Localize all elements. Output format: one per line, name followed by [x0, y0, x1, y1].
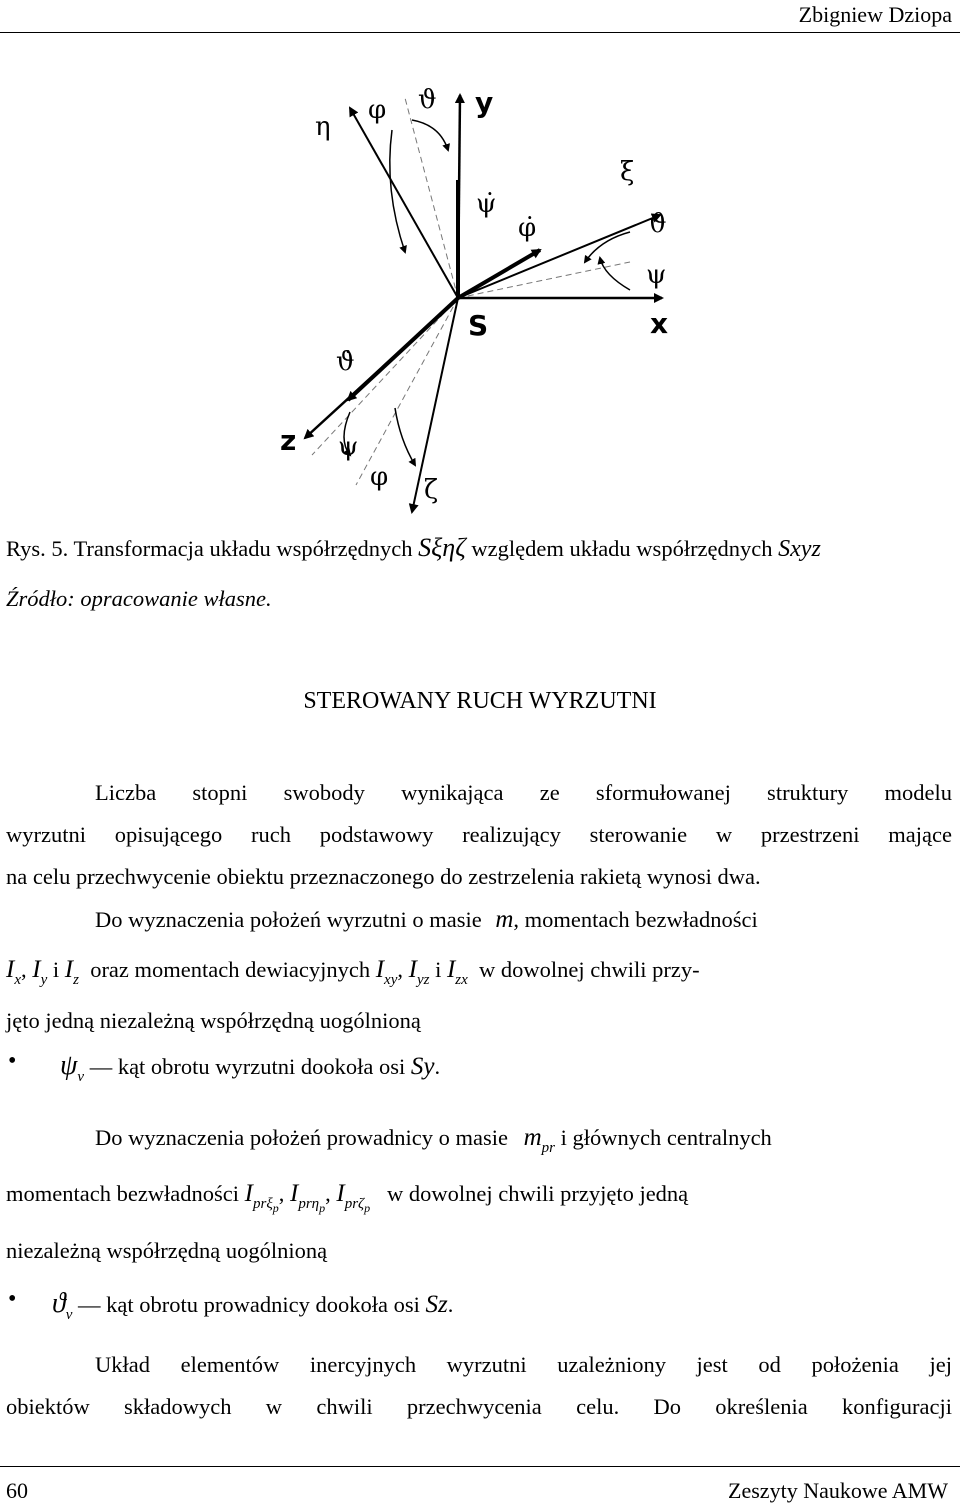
theta-dot-vector: [348, 298, 458, 400]
theta-v-sub: v: [65, 1307, 73, 1323]
figure-caption: [6, 533, 821, 563]
Ixi-sub-p: p: [272, 1201, 279, 1215]
para3-l1-a: Do wyznaczenia położeń prowadnicy o masie: [95, 1125, 514, 1150]
Ix-symbol: I: [6, 956, 15, 983]
para2-l1-a: Do wyznaczenia położeń wyrzutni o masie: [95, 907, 488, 932]
Ieta-symbol: I: [290, 1180, 299, 1207]
para3-line1: [95, 1124, 772, 1156]
Ieta-sub-main: prη: [298, 1196, 320, 1212]
section-title: STEROWANY RUCH WYRZUTNI: [303, 688, 657, 714]
xi-axis: [458, 215, 660, 298]
Izeta-symbol: I: [336, 1180, 345, 1207]
phi-dot-vector: [458, 250, 540, 298]
bullet2-axis: Sz: [425, 1291, 448, 1318]
para2-l2-end: w dowolnej chwili przy-: [479, 957, 700, 982]
Ixy-sub: xy: [384, 972, 398, 988]
Izeta-sub-p: p: [364, 1201, 371, 1215]
label-psi-dot: ψ̇: [476, 189, 497, 219]
para3-mass-sub: pr: [541, 1140, 555, 1156]
para2-line2: $I_x$, $I_y$ i $I_z$ oraz momentach dewiacyjnych $I_{xy}$, $I_{yz}$ i $I_{zx}$ w dowolnej chwili przy-: [6, 956, 700, 988]
bullet-psi-v: [60, 1050, 441, 1085]
dashed-axis-lower: [356, 298, 458, 485]
psi-v-symbol: ψ: [60, 1050, 78, 1081]
Iz-symbol: I: [64, 956, 74, 983]
label-psi-right: ψ: [646, 260, 667, 290]
para1-line1: Liczba stopni swobody wynikająca ze sformułowanej struktury modelu: [95, 780, 952, 805]
arc-lower-phi: [395, 408, 415, 465]
label-phi-top: φ: [368, 95, 387, 125]
bullet1-end: .: [434, 1054, 441, 1079]
label-phi-bottom: φ: [370, 462, 389, 492]
bullet-dot-1: •: [8, 1048, 17, 1074]
figure-source: Źródło: opracowanie własne.: [6, 586, 272, 611]
para3-l2-a: momentach bezwładności: [6, 1181, 245, 1206]
coordinate-transformation-figure: [270, 80, 690, 520]
arc-upper-theta: [412, 120, 448, 150]
Izeta-sub-main: prζ: [344, 1196, 365, 1212]
Izx-sub: zx: [455, 972, 468, 988]
Ieta-sub-p: p: [319, 1201, 326, 1215]
header-rule: [0, 32, 960, 33]
label-eta: η: [315, 112, 331, 142]
bullet1-text: — kąt obrotu wyrzutni dookoła osi: [84, 1054, 411, 1079]
psi-v-sub: v: [77, 1069, 85, 1085]
bullet1-axis: Sy: [410, 1053, 435, 1080]
Ixi-sub: [253, 1196, 279, 1215]
page-number: 60: [6, 1478, 28, 1503]
para4-line1: Układ elementów inercyjnych wyrzutni uzależniony jest od położenia jej: [95, 1352, 952, 1377]
para2-mass-symbol: m: [495, 906, 514, 933]
running-header-author: Zbigniew Dziopa: [798, 2, 952, 27]
caption-text-a: Rys. 5. Transformacja układu współrzędnych: [6, 536, 419, 561]
para3-line2: momentach bezwładności $I_{pr\xi_p}$, $I_{pr\eta_p}$, $I_{pr\zeta_p}$ w dowolnej chwili przyjęto jedną: [6, 1180, 689, 1215]
para2-line1: [95, 906, 758, 934]
Iz-sub: z: [73, 972, 79, 988]
caption-text-b: względem układu współrzędnych: [465, 536, 779, 561]
label-zeta: ζ: [424, 475, 439, 505]
bullet-dot-2: •: [8, 1286, 17, 1312]
conj-i-1: i: [52, 957, 60, 982]
para3-l1-b: i głównych centralnych: [555, 1125, 772, 1150]
label-theta-dot: ϑ̇: [336, 347, 355, 377]
Ieta-sub: [298, 1196, 326, 1215]
para3-line3: niezależną współrzędną uogólnioną: [6, 1238, 328, 1263]
para2-line3: jęto jedną niezależną współrzędną uogólnioną: [6, 1008, 421, 1033]
label-y: y: [475, 86, 494, 119]
theta-v-symbol: ϑ: [52, 1288, 66, 1319]
label-theta-top: ϑ: [418, 85, 437, 115]
conj-i-2: i: [435, 957, 442, 982]
Iyz-symbol: I: [408, 956, 417, 983]
bullet2-end: .: [447, 1292, 454, 1317]
label-x: x: [650, 307, 669, 340]
journal-name: Zeszyty Naukowe AMW: [728, 1478, 948, 1503]
label-phi-dot: φ̇: [518, 213, 537, 243]
para2-l1-b: , momentach bezwładności: [513, 907, 758, 932]
Iy-symbol: I: [32, 956, 41, 983]
label-S: S: [468, 309, 489, 342]
label-psi-left: ψ: [338, 432, 359, 462]
para1-line2: wyrzutni opisującego ruch podstawowy realizujący sterowanie w przestrzeni mające: [6, 822, 952, 847]
Ixi-sub-main: prξ: [253, 1196, 273, 1212]
Izx-symbol: I: [446, 956, 456, 983]
Ix-sub: x: [14, 972, 21, 988]
caption-symbol-rotated: Sξηζ: [418, 533, 466, 562]
caption-symbol-base: Sxyz: [778, 536, 821, 562]
para3-mass-symbol: m: [523, 1124, 542, 1151]
para3-l2-end: w dowolnej chwili przyjęto jedną: [387, 1181, 689, 1206]
label-theta-right: ϑ: [648, 209, 667, 239]
Ixi-symbol: I: [244, 1180, 253, 1207]
footer-rule: [0, 1466, 960, 1467]
Iyz-sub: yz: [416, 972, 430, 988]
label-xi: ξ: [620, 157, 635, 187]
Iy-sub: y: [40, 972, 48, 988]
Ixy-symbol: I: [375, 956, 385, 983]
bullet-theta-v: [52, 1288, 454, 1323]
para2-l2-mid: oraz momentach dewiacyjnych: [90, 957, 371, 982]
para1-line3: na celu przechwycenie obiektu przeznaczonego do zestrzelenia rakietą wynosi dwa.: [6, 864, 761, 889]
bullet2-text: — kąt obrotu prowadnicy dookoła osi: [72, 1292, 426, 1317]
para4-line2: obiektów składowych w chwili przechwycenia celu. Do określenia konfiguracji: [6, 1394, 952, 1419]
Izeta-sub: [344, 1196, 371, 1215]
label-z: z: [280, 424, 297, 457]
